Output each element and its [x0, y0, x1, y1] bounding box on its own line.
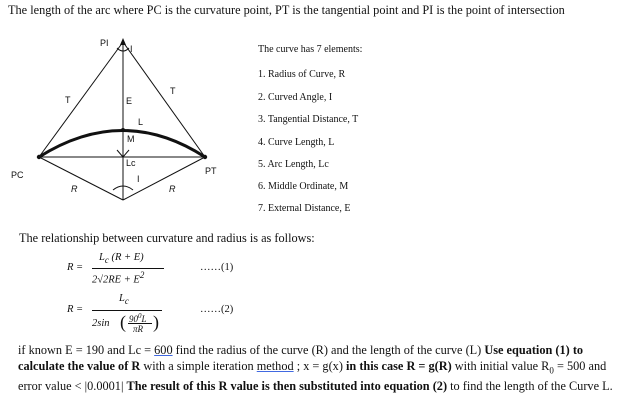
- label-R-left: R: [71, 184, 78, 194]
- eq1-lhs: R =: [67, 262, 84, 273]
- equation-1: [67, 250, 267, 286]
- label-I-bottom: I: [137, 174, 140, 184]
- label-L: L: [138, 117, 144, 127]
- curve-diagram: [5, 30, 240, 205]
- tangent-line-right: [123, 42, 205, 157]
- eq2-inner-numerator: $90^0L$: [129, 312, 147, 324]
- element-item-3: 3. Tangential Distance, T: [258, 114, 359, 125]
- element-item-4: 4. Curve Length, L: [258, 137, 335, 148]
- eq2-lhs: R =: [67, 304, 84, 315]
- eq2-label: ……(2): [200, 304, 234, 315]
- element-item-5: 5. Arc Length, Lc: [258, 159, 329, 170]
- element-item-2: 2. Curved Angle, I: [258, 92, 333, 103]
- elements-heading: The curve has 7 elements:: [258, 44, 363, 55]
- label-T-left: T: [65, 95, 71, 105]
- label-I-top: I: [130, 44, 133, 54]
- eq1-denominator: $2√2RE + E^2$: [92, 270, 145, 286]
- label-PC: PC: [11, 170, 24, 180]
- label-Lc: Lc: [126, 158, 136, 168]
- underlined-method: method: [256, 358, 294, 373]
- underlined-600: 600: [154, 343, 173, 357]
- element-item-6: 6. Middle Ordinate, M: [258, 181, 349, 192]
- equation-2: R = $L_c$ 2sin ( $90^0L$ πR ) ……(2): [67, 293, 234, 334]
- label-T-right: T: [170, 86, 176, 96]
- problem-paragraph: if known E = 190 and Lc = 600 find the radius of the curve (R) and the length of the curve (L) Use equation (1) to calculate the value of R with a simple iteration method ; x = g(x) in this case R = g(R) with initial value $R_0 = 500$ and error value < |0.0001| The result of this R value is then substituted into equation (2) to find the length of the Curve L.: [18, 343, 613, 393]
- label-M: M: [127, 134, 135, 144]
- eq1-fraction-bar: [92, 268, 164, 269]
- label-R-right: R: [169, 184, 176, 194]
- element-item-1: 1. Radius of Curve, R: [258, 69, 346, 80]
- eq2-numerator: $L_c$: [119, 293, 129, 307]
- intro-text: The length of the arc where PC is the curvature point, PT is the tangential point and PI is the point of intersection: [8, 3, 565, 17]
- curve-arc: [39, 131, 205, 158]
- eq2-den-prefix: 2sin: [92, 318, 110, 329]
- label-PT: PT: [205, 166, 217, 176]
- label-E: E: [126, 96, 133, 106]
- eq2-fraction-bar: [92, 310, 162, 311]
- pt-point: [203, 155, 207, 159]
- eq1-numerator: $L_c$ (R + E): [99, 252, 144, 266]
- pc-point: [37, 155, 41, 159]
- element-item-7: 7. External Distance, E: [258, 203, 351, 214]
- relationship-text: The relationship between curvature and radius is as follows:: [19, 231, 315, 245]
- eq2-inner-denominator: πR: [133, 324, 144, 334]
- label-PI: PI: [100, 38, 109, 48]
- curve-midpoint: [121, 128, 125, 132]
- eq1-label: ……(1): [200, 262, 234, 273]
- radius-line-left: [39, 157, 123, 200]
- tangent-line-left: [39, 42, 123, 157]
